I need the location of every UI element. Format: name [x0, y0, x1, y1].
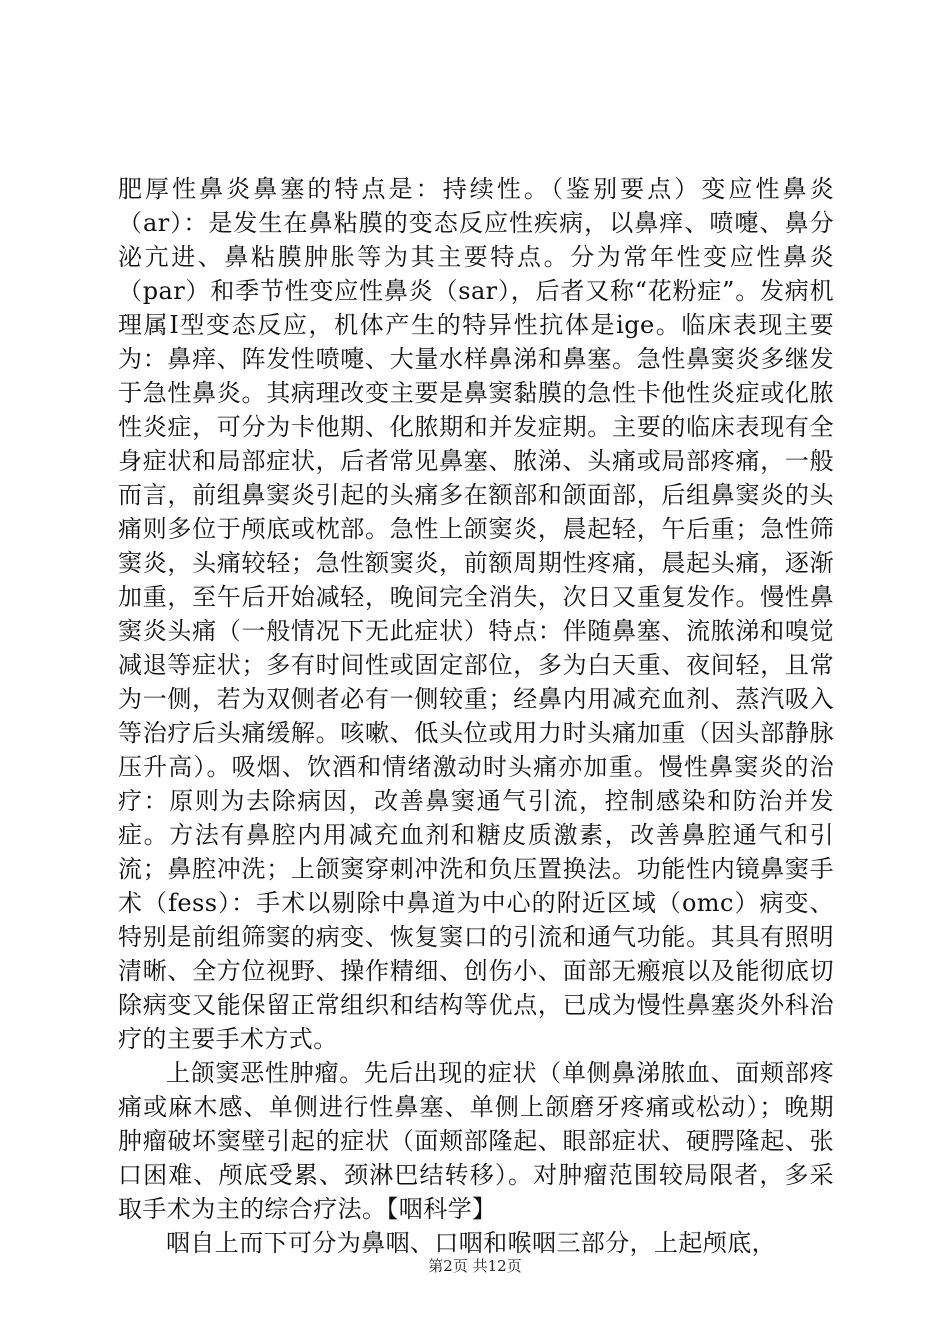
document-body: [118, 172, 834, 1260]
paragraph-maxillary-tumor: 上颌窦恶性肿瘤。先后出现的症状（单侧鼻涕脓血、面颊部疼痛或麻木感、单侧进行性鼻塞、单侧上颌磨牙疼痛或松动）；晚期肿瘤破坏窦壁引起的症状（面颊部隆起、眼部症状、硬腭隆起、张口困难、颅底受累、颈淋巴结转移）。对肿瘤范围较局限者，多采取手术为主的综合疗法。【咽科学】: [118, 1059, 834, 1223]
page-footer: 第2页 共12页: [428, 1257, 522, 1275]
paragraph-pharynx: 咽自上而下可分为鼻咽、口咽和喉咽三部分，上起颅底，: [166, 1229, 776, 1257]
paragraph-rhinitis-sinusitis: 肥厚性鼻炎鼻塞的特点是：持续性。（鉴别要点）变应性鼻炎（ar）：是发生在鼻粘膜的变态反应性疾病，以鼻痒、喷嚏、鼻分泌亢进、鼻粘膜肿胀等为其主要特点。分为常年性变应性鼻炎（par）和季节性变应性鼻炎（sar），后者又称“花粉症”。发病机理属Ⅰ型变态反应，机体产生的特异性抗体是ige。临床表现主要为：鼻痒、阵发性喷嚏、大量水样鼻涕和鼻塞。急性鼻窦炎多继发于急性鼻炎。其病理改变主要是鼻窦黏膜的急性卡他性炎症或化脓性炎症，可分为卡他期、化脓期和并发症期。主要的临床表现有全身症状和局部症状，后者常见鼻塞、脓涕、头痛或局部疼痛，一般而言，前组鼻窦炎引起的头痛多在额部和颌面部，后组鼻窦炎的头痛则多位于颅底或枕部。急性上颌窦炎，晨起轻，午后重；急性筛窦炎，头痛较轻；急性额窦炎，前额周期性疼痛，晨起头痛，逐渐加重，至午后开始减轻，晚间完全消失，次日又重复发作。慢性鼻窦炎头痛（一般情况下无此症状）特点：伴随鼻塞、流脓涕和嗅觉减退等症状；多有时间性或固定部位，多为白天重、夜间轻，且常为一侧，若为双侧者必有一侧较重；经鼻内用减充血剂、蒸汽吸入等治疗后头痛缓解。咳嗽、低头位或用力时头痛加重（因头部静脉压升高）。吸烟、饮酒和情绪激动时头痛亦加重。慢性鼻窦炎的治疗：原则为去除病因，改善鼻窦通气引流，控制感染和防治并发症。方法有鼻腔内用减充血剂和糖皮质激素，改善鼻腔通气和引流；鼻腔冲洗；上颌窦穿刺冲洗和负压置换法。功能性内镜鼻窦手术（fess）：手术以剔除中鼻道为中心的附近区域（omc）病变、特别是前组筛窦的病变、恢复窦口的引流和通气功能。其具有照明清晰、全方位视野、操作精细、创伤小、面部无瘢痕以及能彻底切除病变又能保留正常组织和结构等优点，已成为慢性鼻塞炎外科治疗的主要手术方式。: [118, 175, 834, 1053]
